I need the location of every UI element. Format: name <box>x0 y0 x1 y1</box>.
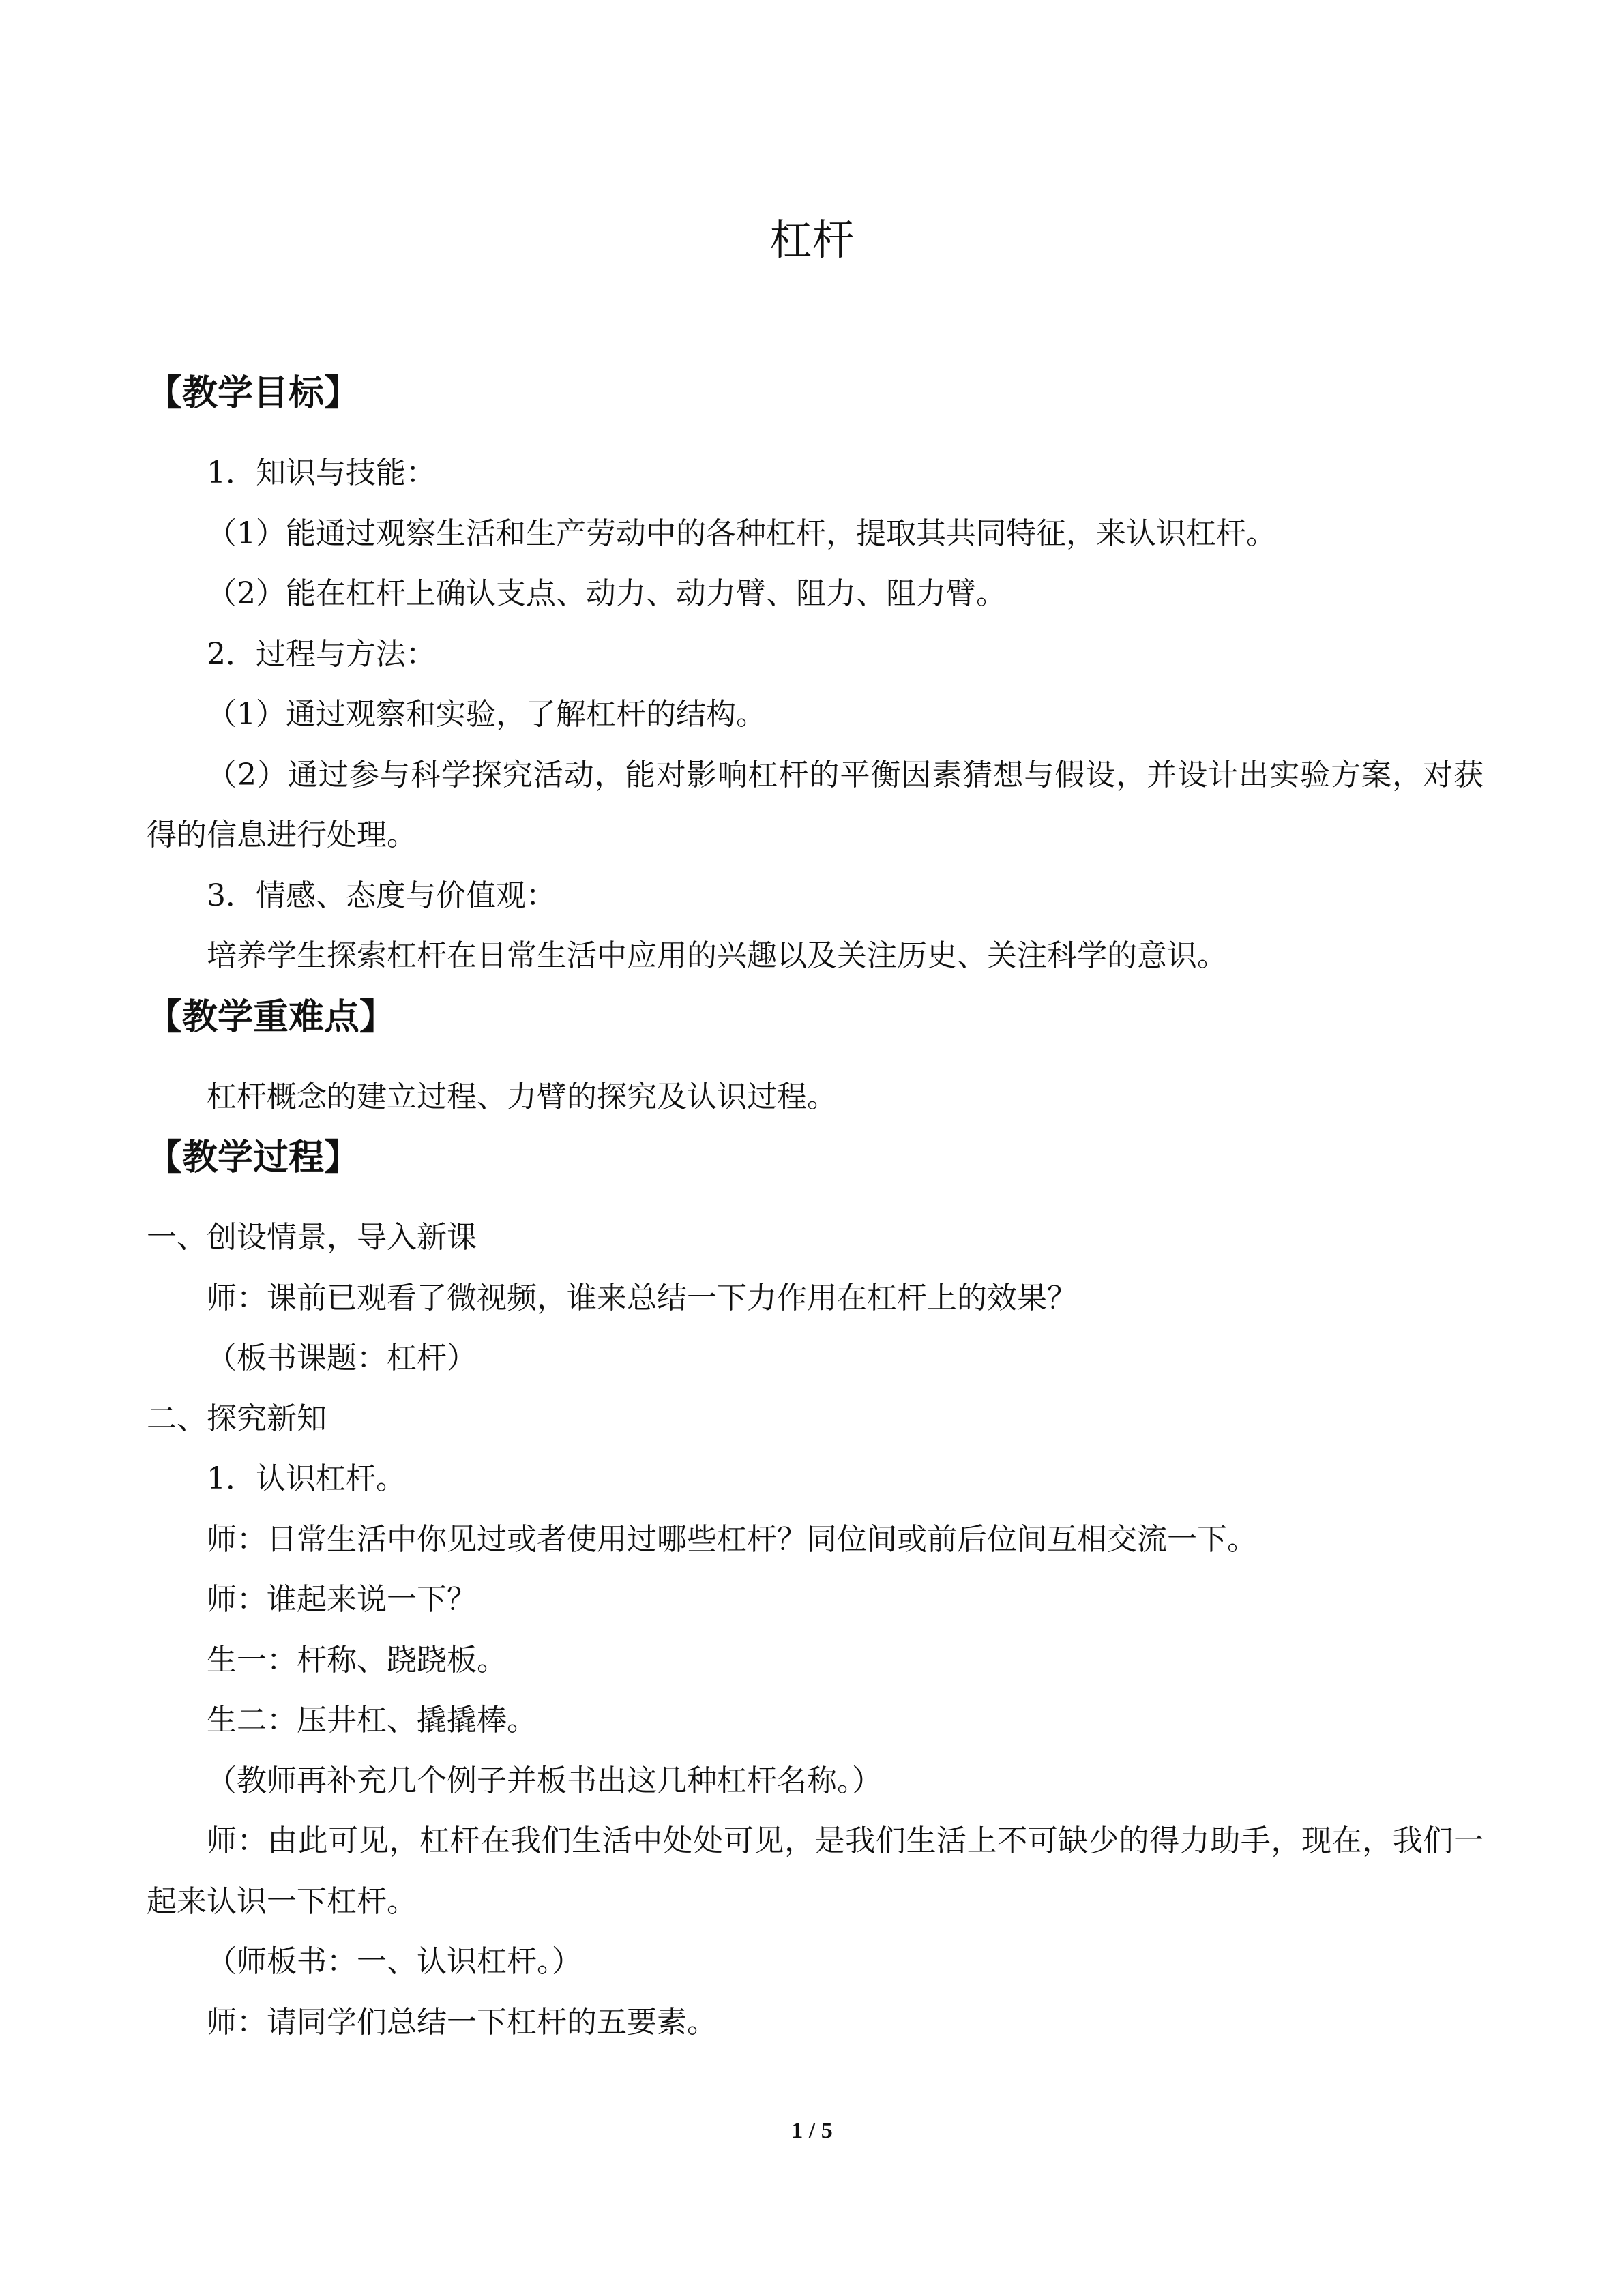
section-heading-goals: 【教学目标】 <box>147 373 360 414</box>
process-line: 师：谁起来说一下？ <box>207 1582 477 1617</box>
goals-line: （2）能在杠杆上确认支点、动力、动力臂、阻力、阻力臂。 <box>207 576 1006 611</box>
process-line: 生一：杆称、跷跷板。 <box>207 1642 507 1678</box>
goals-paragraph: （2）通过参与科学探究活动，能对影响杠杆的平衡因素猜想与假设，并设计出实验方案，对获得的信息进行处理。 <box>147 757 1483 852</box>
section-heading-key-points: 【教学重难点】 <box>147 996 396 1038</box>
goals-line: 2．过程与方法： <box>207 636 436 672</box>
goals-line: 3．情感、态度与价值观： <box>207 878 556 913</box>
key-points-line: 杠杆概念的建立过程、力臂的探究及认识过程。 <box>207 1079 837 1114</box>
process-line: 师：课前已观看了微视频，谁来总结一下力作用在杠杆上的效果？ <box>207 1280 1077 1315</box>
process-line: 生二：压井杠、撬撬棒。 <box>207 1703 537 1738</box>
page-number: 1 / 5 <box>791 2118 833 2143</box>
process-line: 师：日常生活中你见过或者使用过哪些杠杆？同位间或前后位间互相交流一下。 <box>207 1521 1257 1557</box>
goals-line: （1）能通过观察生活和生产劳动中的各种杠杆，提取其共同特征，来认识杠杆。 <box>207 516 1276 551</box>
process-line: 师：请同学们总结一下杠杆的五要素。 <box>207 2004 717 2040</box>
process-line: （教师再补充几个例子并板书出这几种杠杆名称。） <box>207 1763 882 1798</box>
process-paragraph: 师：由此可见，杠杆在我们生活中处处可见，是我们生活上不可缺少的得力助手，现在，我们一起来认识一下杠杆。 <box>147 1823 1483 1919</box>
process-line: 1．认识杠杆。 <box>207 1461 406 1496</box>
goals-line: （1）通过观察和实验，了解杠杆的结构。 <box>207 697 766 732</box>
process-subheading: 二、探究新知 <box>147 1401 327 1436</box>
goals-line: 培养学生探索杠杆在日常生活中应用的兴趣以及关注历史、关注科学的意识。 <box>207 938 1227 973</box>
process-subheading: 一、创设情景，导入新课 <box>147 1220 477 1255</box>
document-body <box>147 363 1483 2053</box>
process-line: （板书课题：杠杆） <box>207 1341 477 1375</box>
goals-line: 1．知识与技能： <box>207 456 436 490</box>
process-line: （师板书：一、认识杠杆。） <box>207 1944 582 1979</box>
section-heading-process: 【教学过程】 <box>147 1137 360 1178</box>
document-title: 杠杆 <box>769 215 855 265</box>
